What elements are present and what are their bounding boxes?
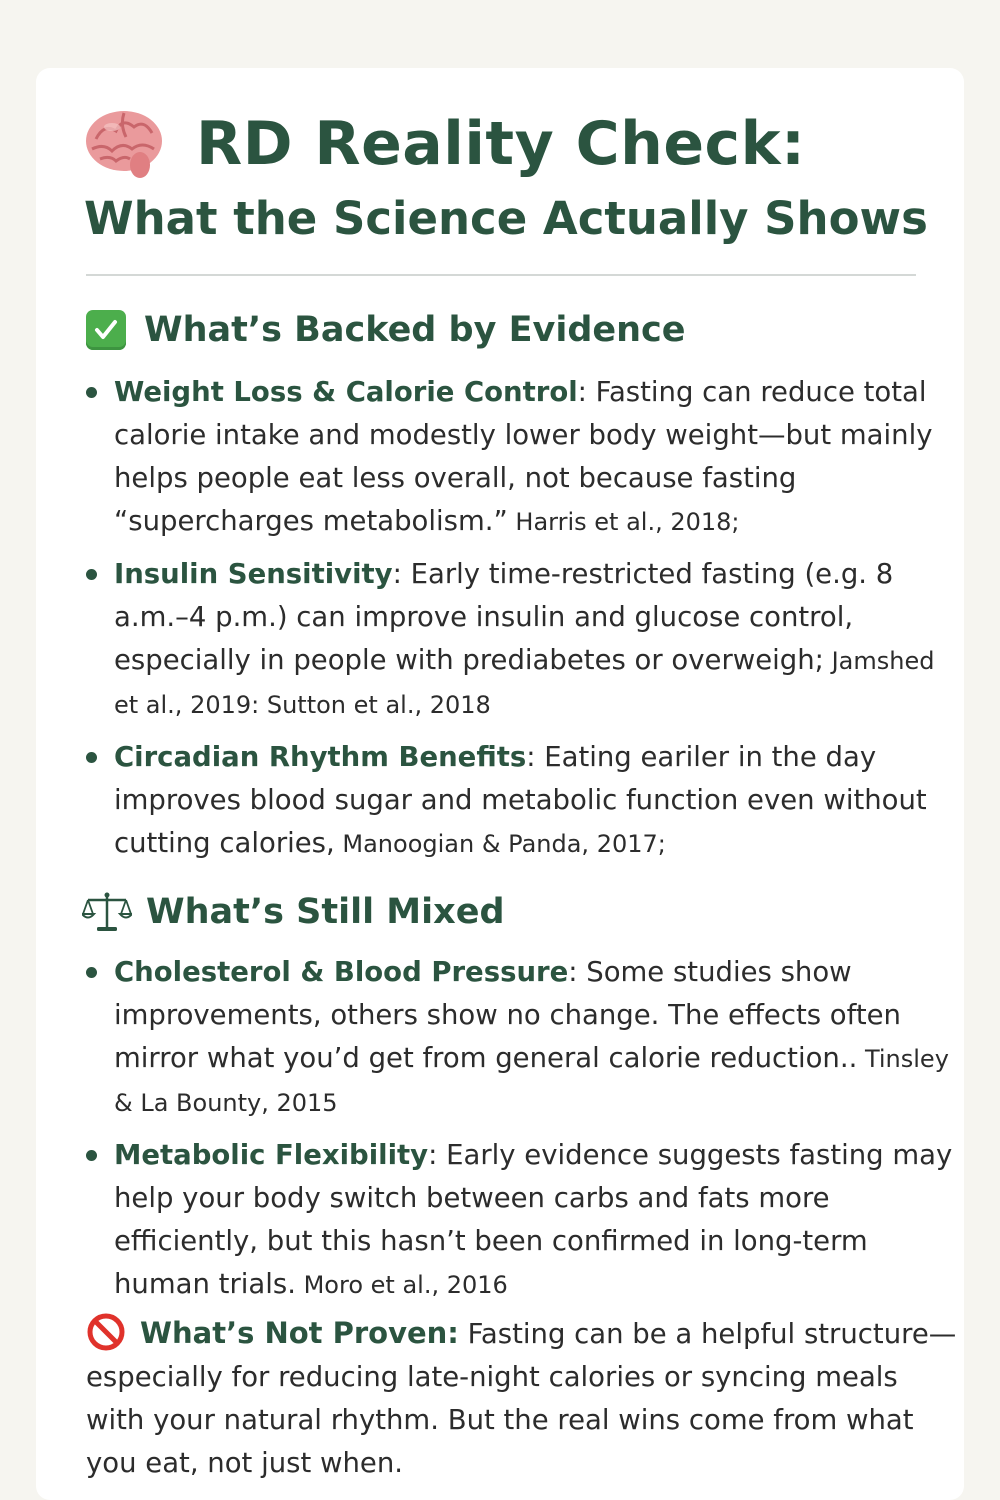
page-title: RD Reality Check: <box>196 109 806 179</box>
divider <box>86 274 916 276</box>
list-item <box>86 371 954 544</box>
item-citation: Tinsley & La Bounty, 2015 <box>114 1045 949 1117</box>
item-text: : Eating eariler in the day improves blood sugar and metabolic function even without cutting calories, <box>114 741 927 859</box>
section-heading-mixed <box>82 890 505 934</box>
item-label: Circadian Rhythm Benefits <box>114 741 527 773</box>
item-text: : Early time-restricted fasting (e.g. 8 a.m.–4 p.m.) can improve insulin and glucose control, especially in people with prediabetes or overweigh; <box>114 558 894 676</box>
item-label: Metabolic Flexibility <box>114 1139 429 1171</box>
section-heading-text: What’s Still Mixed <box>146 892 505 932</box>
list-item <box>86 1134 954 1307</box>
page-subtitle: What the Science Actually Shows <box>84 192 928 245</box>
item-citation: Harris et al., 2018; <box>507 508 740 536</box>
not-proven-paragraph <box>86 1312 961 1485</box>
list-item <box>86 553 954 727</box>
not-proven-label: What’s Not Proven: <box>140 1316 459 1350</box>
evidence-list <box>86 371 954 866</box>
item-text: : Early evidence suggests fasting may help your body switch between carbs and fats more efficiently, but this hasn’t been confirmed in long-term human trials. <box>114 1139 953 1300</box>
item-citation: Moro et al., 2016 <box>295 1271 508 1299</box>
prohibited-icon <box>86 1312 126 1352</box>
item-citation: Jamshed et al., 2019: Sutton et al., 2018 <box>114 647 935 719</box>
not-proven-text: Fasting can be a helpful structure—especially for reducing late-night calories or syncing meals with your natural rhythm. But the real wins come from what you eat, not just when. <box>86 1318 957 1479</box>
balance-scale-icon <box>82 890 132 934</box>
brain-icon <box>82 105 166 183</box>
item-label: Cholesterol & Blood Pressure <box>114 956 569 988</box>
item-citation: Manoogian & Panda, 2017; <box>334 830 666 858</box>
section-heading-text: What’s Backed by Evidence <box>144 310 686 350</box>
list-item <box>86 736 954 866</box>
mixed-list <box>86 951 954 1307</box>
item-text: : Some studies show improvements, others show no change. The effects often mirror what you’d get from general calorie reduction.. <box>114 956 901 1074</box>
list-item <box>86 951 954 1125</box>
check-mark-icon <box>86 310 126 350</box>
item-label: Insulin Sensitivity <box>114 558 393 590</box>
item-text: : Fasting can reduce total calorie intake and modestly lower body weight—but mainly helps people eat less overall, not because fasting “supercharges metabolism.” <box>114 376 933 537</box>
item-label: Weight Loss & Calorie Control <box>114 376 578 408</box>
section-heading-evidence <box>86 310 686 350</box>
title-row <box>82 105 806 183</box>
